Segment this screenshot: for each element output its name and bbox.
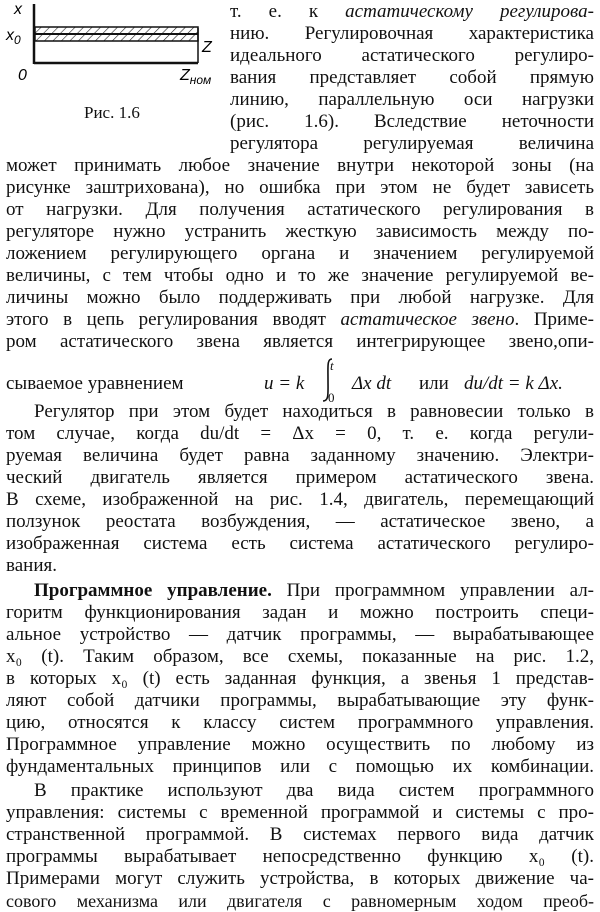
text-line: цию, относятся к классу систем программного управления. — [6, 712, 594, 733]
text-line: вания представляет собой прямую — [230, 67, 594, 88]
text-line: т. е. к астатическому регулирова- — [230, 1, 594, 22]
text-line: Регулятор при этом будет находиться в равновесии только в — [34, 401, 594, 422]
x0-label: $x_0$ — [6, 27, 21, 47]
formula-lead-text: сываемое уравнением — [6, 373, 184, 394]
text-line: ползунок реостата возбуждения, — астатическое звено, а — [6, 511, 594, 532]
text-line: сового механизма или двигателя с равномерным ходом преоб- — [6, 891, 594, 911]
text-line: ческий двигатель является примером астатического звена. — [6, 467, 594, 488]
text-line: личины можно было поддерживать при любой нагрузке. Для — [6, 287, 594, 308]
integral-upper-limit: t — [330, 358, 334, 373]
text-line: управления: системы с временной программой и системы с про- — [6, 802, 594, 823]
text-line: странственной программой. В системах первого вида датчик — [6, 824, 594, 845]
figure-caption: Рис. 1.6 — [84, 103, 140, 122]
text-line: программы вырабатывает непосредственно функцию x₀ (t). — [6, 846, 594, 867]
text-line: рисунке заштрихована), но ошибка при этом не будет зависеть — [6, 177, 594, 198]
integral-lower-limit: 0 — [328, 390, 335, 405]
text-line: регулятора регулируемая величина — [230, 133, 594, 154]
text-line: Программное управление можно осуществить по любому из — [6, 734, 594, 755]
text-line: Программное управление. При программном управлении ал- — [34, 580, 595, 601]
origin-label: 0 — [18, 67, 27, 84]
text-line: вания. — [6, 555, 57, 576]
text-line: x₀ (t). Таким образом, все схемы, показанные на рис. 1.2, — [6, 646, 594, 667]
figure-1-6-graph — [0, 0, 225, 100]
text-line: фундаментальных принципов или с помощью их комбинации. — [6, 756, 594, 777]
text-line: линию, параллельную оси нагрузки — [230, 89, 594, 110]
text-line: В схеме, изображенной на рис. 1.4, двигатель, перемещающий — [6, 489, 594, 510]
text-line: ляют собой датчики программы, вырабатывающие эту функ- — [6, 690, 594, 711]
text-line: В практике используют два вида систем программного — [34, 780, 594, 801]
text-line: регуляторе нужно устранить жесткую зависимость между по- — [6, 221, 594, 242]
formula-lhs: u = k — [264, 373, 305, 394]
integral-formula — [6, 356, 594, 406]
section-heading: Программное управление. — [34, 580, 272, 601]
text-line: том случае, когда du/dt = Δx = 0, т. е. когда регули- — [6, 423, 594, 444]
formula-or: или — [419, 373, 449, 394]
text-line: руемая величина будет равна заданному значению. Электри- — [6, 445, 594, 466]
text-line: в которых x₀ (t) есть заданная функция, а звенья 1 представ- — [6, 668, 594, 689]
text-line: изображенная система есть система астатического регулиро- — [6, 533, 594, 554]
text-line: Примерами могут служить устройства, в которых движение ча- — [6, 868, 594, 889]
z-label: Z — [202, 39, 212, 56]
axis-x-label: x — [14, 1, 22, 18]
text-line: ложением регулирующего органа и значением регулируемой — [6, 243, 594, 264]
text-line: нию. Регулировочная характеристика — [230, 23, 594, 44]
text-line: альное устройство — датчик программы, — вырабатывающее — [6, 624, 594, 645]
text-line: горитм функционирования задан и можно построить специ- — [6, 602, 594, 623]
text-line: от нагрузки. Для получения астатического регулирования в — [6, 199, 594, 220]
text-line: ром астатического звена является интегрирующее звено,опи- — [6, 331, 594, 352]
text-line: этого в цепь регулирования вводят астатическое звено. Приме- — [6, 309, 594, 330]
figure-1-6 — [0, 0, 225, 130]
text-line: величины, с тем чтобы одно и то же значение регулируемой ве- — [6, 265, 594, 286]
text-line: (рис. 1.6). Вследствие неточности — [230, 111, 594, 132]
text-line: может принимать любое значение внутри некоторой зоны (на — [6, 155, 594, 176]
formula-integrand: Δx dt — [352, 373, 392, 394]
znom-label: $Z_{ном}$ — [180, 67, 212, 87]
text-line: идеального астатического регулиро- — [230, 45, 594, 66]
formula-rhs: du/dt = k Δx. — [464, 373, 563, 394]
